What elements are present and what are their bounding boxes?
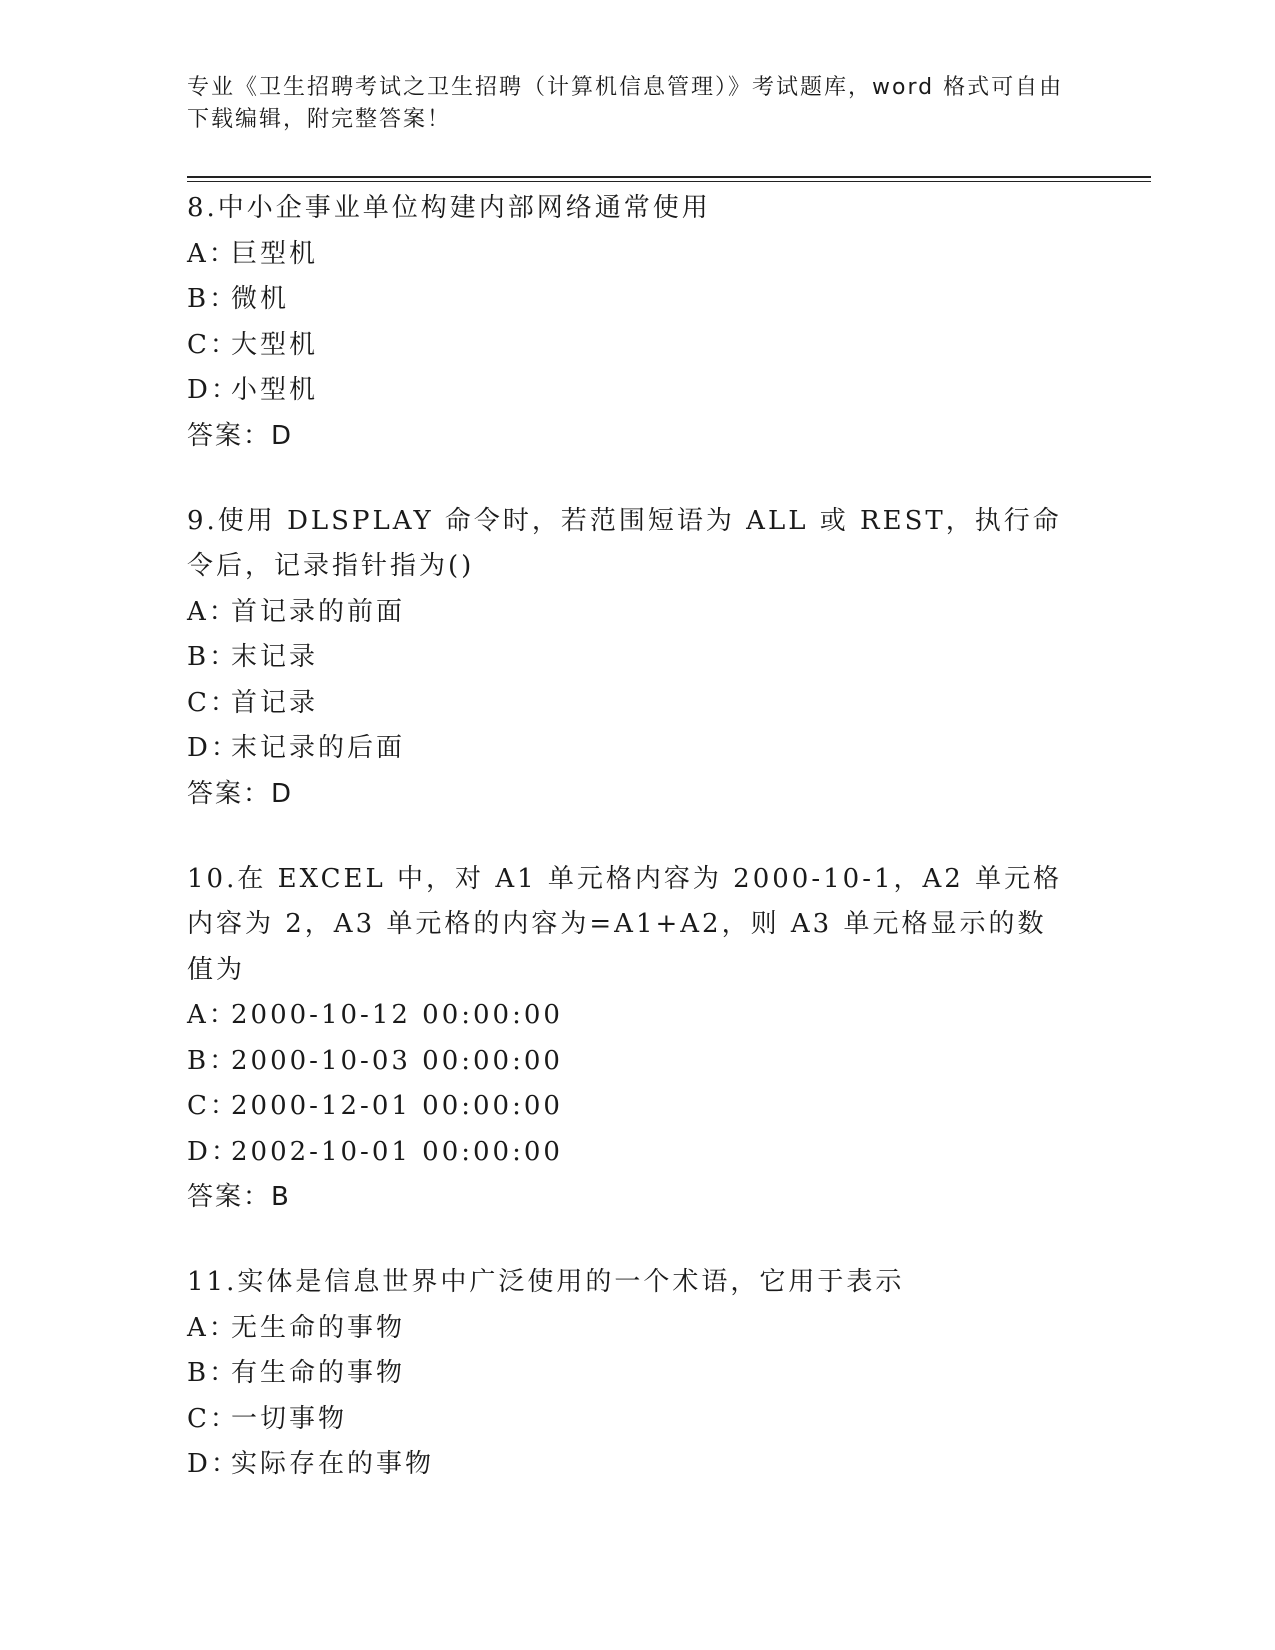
option-key: B： xyxy=(187,1358,239,1388)
option-key: B： xyxy=(187,1045,239,1076)
option-a xyxy=(187,590,1087,636)
option-key: A： xyxy=(187,1312,238,1343)
option-text: 微机 xyxy=(231,284,290,314)
option-text: 小型机 xyxy=(231,375,319,405)
option-b xyxy=(187,1039,1087,1085)
question-9 xyxy=(187,499,1087,817)
option-text: 巨型机 xyxy=(231,238,319,269)
option-key: A： xyxy=(187,1000,238,1030)
option-key: C： xyxy=(187,1403,239,1434)
option-text: 一切事物 xyxy=(231,1403,348,1434)
header-divider-thin xyxy=(187,181,1151,182)
option-c xyxy=(187,323,1087,369)
question-stem: 10.在 EXCEL 中，对 A1 单元格内容为 2000-10-1，A2 单元格内容为 2，A3 单元格的内容为=A1+A2，则 A3 单元格显示的数值为 xyxy=(187,863,1063,985)
option-text: 首记录 xyxy=(231,687,319,718)
option-text: 2000-10-03 00:00:00 xyxy=(231,1045,563,1076)
option-a xyxy=(187,1306,1087,1352)
question-list xyxy=(187,186,1087,1528)
option-text: 无生命的事物 xyxy=(231,1312,406,1343)
option-d xyxy=(187,1442,1087,1488)
answer-line: 答案：D xyxy=(187,420,294,451)
question-8 xyxy=(187,186,1087,459)
option-text: 2000-10-12 00:00:00 xyxy=(231,1000,563,1030)
option-key: D： xyxy=(187,733,240,763)
question-11 xyxy=(187,1260,1087,1488)
option-key: D： xyxy=(187,1449,240,1479)
header-note: 专业《卫生招聘考试之卫生招聘（计算机信息管理）》考试题库，word 格式可自由下载编辑，附完整答案！ xyxy=(187,75,1064,132)
option-key: C： xyxy=(187,1091,239,1121)
option-key: B： xyxy=(187,284,239,314)
option-b xyxy=(187,277,1087,323)
option-text: 有生命的事物 xyxy=(231,1358,406,1388)
answer-line: 答案：D xyxy=(187,778,294,809)
option-text: 2000-12-01 00:00:00 xyxy=(231,1091,563,1121)
option-key: A： xyxy=(187,238,238,269)
question-stem: 11.实体是信息世界中广泛使用的一个术语，它用于表示 xyxy=(187,1267,905,1297)
option-key: D： xyxy=(187,1136,240,1167)
option-key: B： xyxy=(187,642,239,672)
option-text: 末记录 xyxy=(231,642,319,672)
option-key: C： xyxy=(187,687,239,718)
option-key: A： xyxy=(187,596,238,627)
answer-line: 答案：B xyxy=(187,1182,291,1212)
option-text: 实际存在的事物 xyxy=(231,1449,435,1479)
option-b xyxy=(187,635,1087,681)
question-10 xyxy=(187,857,1087,1221)
question-stem: 8.中小企事业单位构建内部网络通常使用 xyxy=(187,193,711,223)
option-a xyxy=(187,993,1087,1039)
option-d xyxy=(187,1130,1087,1176)
question-stem: 9.使用 DLSPLAY 命令时，若范围短语为 ALL 或 REST，执行命令后，记录指针指为() xyxy=(187,505,1062,581)
option-c xyxy=(187,681,1087,727)
option-d xyxy=(187,368,1087,414)
option-d xyxy=(187,726,1087,772)
option-c xyxy=(187,1397,1087,1443)
option-text: 首记录的前面 xyxy=(231,596,406,627)
header-divider-thick xyxy=(187,176,1151,178)
option-text: 大型机 xyxy=(231,329,319,360)
option-b xyxy=(187,1351,1087,1397)
option-text: 2002-10-01 00:00:00 xyxy=(231,1136,563,1167)
option-key: C： xyxy=(187,329,239,360)
option-text: 末记录的后面 xyxy=(231,733,406,763)
option-a xyxy=(187,232,1087,278)
option-key: D： xyxy=(187,375,240,405)
option-c xyxy=(187,1084,1087,1130)
